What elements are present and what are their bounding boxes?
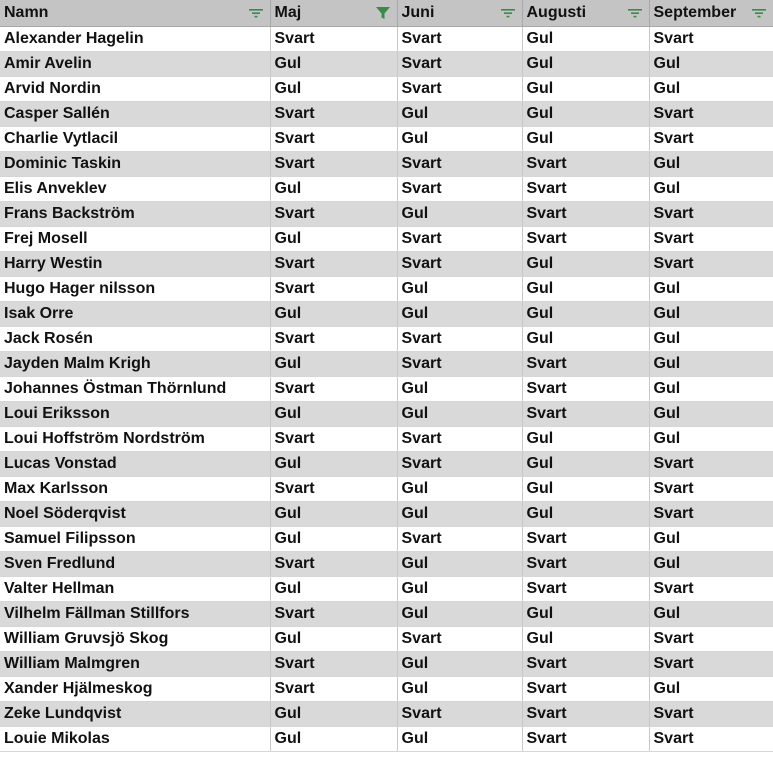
name-cell[interactable]: Amir Avelin xyxy=(0,51,270,76)
name-cell[interactable]: Dominic Taskin xyxy=(0,151,270,176)
value-cell-juni[interactable]: Gul xyxy=(397,501,522,526)
name-cell[interactable]: Harry Westin xyxy=(0,251,270,276)
name-cell[interactable]: Elis Anveklev xyxy=(0,176,270,201)
name-cell[interactable]: Jack Rosén xyxy=(0,326,270,351)
value-cell-maj[interactable]: Gul xyxy=(270,351,397,376)
value-cell-augusti[interactable]: Svart xyxy=(522,226,649,251)
value-cell-juni[interactable]: Gul xyxy=(397,601,522,626)
name-cell[interactable]: Casper Sallén xyxy=(0,101,270,126)
filter-active-icon[interactable] xyxy=(375,6,391,20)
value-cell-augusti[interactable]: Gul xyxy=(522,126,649,151)
value-cell-maj[interactable]: Svart xyxy=(270,426,397,451)
value-cell-september[interactable]: Gul xyxy=(649,676,773,701)
value-cell-maj[interactable]: Gul xyxy=(270,176,397,201)
table-row xyxy=(0,451,773,476)
column-header-label: September xyxy=(653,3,737,21)
value-cell-augusti[interactable]: Gul xyxy=(522,476,649,501)
value-cell-maj[interactable]: Svart xyxy=(270,476,397,501)
value-cell-augusti[interactable]: Gul xyxy=(522,51,649,76)
name-cell[interactable]: Noel Söderqvist xyxy=(0,501,270,526)
value-cell-juni[interactable]: Svart xyxy=(397,151,522,176)
value-cell-maj[interactable]: Gul xyxy=(270,401,397,426)
table-row xyxy=(0,76,773,101)
table-row xyxy=(0,351,773,376)
table-row xyxy=(0,676,773,701)
table-row xyxy=(0,501,773,526)
value-cell-maj[interactable]: Gul xyxy=(270,51,397,76)
value-cell-maj[interactable]: Gul xyxy=(270,76,397,101)
column-header-juni[interactable] xyxy=(397,0,522,26)
table-row xyxy=(0,551,773,576)
value-cell-september[interactable]: Svart xyxy=(649,101,773,126)
value-cell-september[interactable]: Svart xyxy=(649,576,773,601)
name-cell[interactable]: Max Karlsson xyxy=(0,476,270,501)
name-cell[interactable]: Xander Hjälmeskog xyxy=(0,676,270,701)
table-row xyxy=(0,401,773,426)
table-row xyxy=(0,301,773,326)
value-cell-maj[interactable]: Gul xyxy=(270,526,397,551)
value-cell-september[interactable]: Svart xyxy=(649,26,773,51)
name-cell[interactable]: Vilhelm Fällman Stillfors xyxy=(0,601,270,626)
value-cell-augusti[interactable]: Gul xyxy=(522,101,649,126)
value-cell-juni[interactable]: Gul xyxy=(397,551,522,576)
table-row xyxy=(0,201,773,226)
value-cell-augusti[interactable]: Svart xyxy=(522,576,649,601)
table-row xyxy=(0,601,773,626)
value-cell-september[interactable]: Svart xyxy=(649,626,773,651)
table-row xyxy=(0,326,773,351)
value-cell-juni[interactable]: Gul xyxy=(397,276,522,301)
filter-icon[interactable] xyxy=(751,6,767,20)
table-row xyxy=(0,426,773,451)
value-cell-maj[interactable]: Svart xyxy=(270,551,397,576)
value-cell-juni[interactable]: Svart xyxy=(397,251,522,276)
name-cell[interactable]: Loui Hoffström Nordström xyxy=(0,426,270,451)
table-row xyxy=(0,26,773,51)
value-cell-maj[interactable]: Gul xyxy=(270,576,397,601)
value-cell-augusti[interactable]: Svart xyxy=(522,151,649,176)
header-row-group xyxy=(0,0,773,26)
table-row xyxy=(0,476,773,501)
value-cell-augusti[interactable]: Svart xyxy=(522,201,649,226)
name-cell[interactable]: Loui Eriksson xyxy=(0,401,270,426)
value-cell-augusti[interactable]: Gul xyxy=(522,501,649,526)
value-cell-september[interactable]: Gul xyxy=(649,401,773,426)
value-cell-augusti[interactable]: Svart xyxy=(522,351,649,376)
value-cell-maj[interactable]: Svart xyxy=(270,251,397,276)
name-cell[interactable]: Frans Backström xyxy=(0,201,270,226)
table-row xyxy=(0,526,773,551)
value-cell-juni[interactable]: Svart xyxy=(397,526,522,551)
value-cell-maj[interactable]: Svart xyxy=(270,126,397,151)
value-cell-september[interactable]: Svart xyxy=(649,251,773,276)
value-cell-juni[interactable]: Svart xyxy=(397,351,522,376)
name-cell[interactable]: Johannes Östman Thörnlund xyxy=(0,376,270,401)
value-cell-september[interactable]: Gul xyxy=(649,151,773,176)
value-cell-juni[interactable]: Svart xyxy=(397,226,522,251)
value-cell-juni[interactable]: Gul xyxy=(397,401,522,426)
value-cell-september[interactable]: Gul xyxy=(649,376,773,401)
value-cell-juni[interactable]: Gul xyxy=(397,651,522,676)
value-cell-september[interactable]: Gul xyxy=(649,176,773,201)
table-row xyxy=(0,101,773,126)
name-cell[interactable]: Alexander Hagelin xyxy=(0,26,270,51)
value-cell-juni[interactable]: Gul xyxy=(397,726,522,751)
filter-icon[interactable] xyxy=(500,6,516,20)
value-cell-augusti[interactable]: Gul xyxy=(522,251,649,276)
name-cell[interactable]: Hugo Hager nilsson xyxy=(0,276,270,301)
value-cell-maj[interactable]: Gul xyxy=(270,226,397,251)
name-cell[interactable]: Arvid Nordin xyxy=(0,76,270,101)
value-cell-juni[interactable]: Gul xyxy=(397,476,522,501)
filter-icon[interactable] xyxy=(627,6,643,20)
value-cell-augusti[interactable]: Gul xyxy=(522,601,649,626)
table-row xyxy=(0,576,773,601)
value-cell-juni[interactable]: Svart xyxy=(397,426,522,451)
value-cell-september[interactable]: Svart xyxy=(649,126,773,151)
value-cell-maj[interactable]: Svart xyxy=(270,601,397,626)
value-cell-september[interactable]: Gul xyxy=(649,551,773,576)
value-cell-augusti[interactable]: Svart xyxy=(522,651,649,676)
value-cell-maj[interactable]: Svart xyxy=(270,376,397,401)
value-cell-september[interactable]: Gul xyxy=(649,326,773,351)
name-cell[interactable]: Isak Orre xyxy=(0,301,270,326)
name-cell[interactable]: Charlie Vytlacil xyxy=(0,126,270,151)
name-cell[interactable]: Louie Mikolas xyxy=(0,726,270,751)
name-cell[interactable]: Zeke Lundqvist xyxy=(0,701,270,726)
value-cell-juni[interactable]: Gul xyxy=(397,201,522,226)
value-cell-augusti[interactable]: Svart xyxy=(522,701,649,726)
value-cell-augusti[interactable]: Gul xyxy=(522,301,649,326)
value-cell-augusti[interactable]: Svart xyxy=(522,551,649,576)
value-cell-maj[interactable]: Svart xyxy=(270,676,397,701)
value-cell-september[interactable]: Svart xyxy=(649,226,773,251)
header-row xyxy=(0,0,773,26)
value-cell-september[interactable]: Gul xyxy=(649,351,773,376)
name-cell[interactable]: Lucas Vonstad xyxy=(0,451,270,476)
table-row xyxy=(0,151,773,176)
value-cell-augusti[interactable]: Svart xyxy=(522,526,649,551)
value-cell-september[interactable]: Svart xyxy=(649,201,773,226)
value-cell-juni[interactable]: Gul xyxy=(397,376,522,401)
value-cell-juni[interactable]: Svart xyxy=(397,326,522,351)
value-cell-augusti[interactable]: Svart xyxy=(522,676,649,701)
value-cell-maj[interactable]: Svart xyxy=(270,201,397,226)
value-cell-september[interactable]: Gul xyxy=(649,601,773,626)
value-cell-augusti[interactable]: Gul xyxy=(522,451,649,476)
value-cell-maj[interactable]: Svart xyxy=(270,276,397,301)
value-cell-september[interactable]: Svart xyxy=(649,451,773,476)
value-cell-september[interactable]: Svart xyxy=(649,476,773,501)
table-row xyxy=(0,176,773,201)
table-body xyxy=(0,26,773,751)
value-cell-maj[interactable]: Gul xyxy=(270,726,397,751)
table-row xyxy=(0,251,773,276)
value-cell-maj[interactable]: Gul xyxy=(270,501,397,526)
value-cell-juni[interactable]: Svart xyxy=(397,701,522,726)
value-cell-september[interactable]: Svart xyxy=(649,651,773,676)
value-cell-augusti[interactable]: Gul xyxy=(522,76,649,101)
value-cell-juni[interactable]: Gul xyxy=(397,676,522,701)
value-cell-september[interactable]: Gul xyxy=(649,301,773,326)
value-cell-juni[interactable]: Svart xyxy=(397,176,522,201)
table-row xyxy=(0,651,773,676)
value-cell-september[interactable]: Gul xyxy=(649,276,773,301)
value-cell-juni[interactable]: Gul xyxy=(397,101,522,126)
column-header-augusti[interactable] xyxy=(522,0,649,26)
value-cell-maj[interactable]: Svart xyxy=(270,101,397,126)
table-row xyxy=(0,226,773,251)
value-cell-september[interactable]: Gul xyxy=(649,51,773,76)
value-cell-juni[interactable]: Svart xyxy=(397,626,522,651)
value-cell-september[interactable]: Gul xyxy=(649,526,773,551)
column-header-label: Augusti xyxy=(526,3,587,21)
value-cell-maj[interactable]: Svart xyxy=(270,151,397,176)
value-cell-maj[interactable]: Svart xyxy=(270,326,397,351)
value-cell-september[interactable]: Svart xyxy=(649,501,773,526)
value-cell-augusti[interactable]: Gul xyxy=(522,326,649,351)
value-cell-augusti[interactable]: Svart xyxy=(522,376,649,401)
value-cell-augusti[interactable]: Svart xyxy=(522,176,649,201)
value-cell-augusti[interactable]: Svart xyxy=(522,401,649,426)
filter-icon[interactable] xyxy=(248,6,264,20)
value-cell-augusti[interactable]: Gul xyxy=(522,426,649,451)
name-cell[interactable]: William Gruvsjö Skog xyxy=(0,626,270,651)
value-cell-augusti[interactable]: Svart xyxy=(522,726,649,751)
value-cell-maj[interactable]: Svart xyxy=(270,26,397,51)
name-cell[interactable]: Frej Mosell xyxy=(0,226,270,251)
table-row xyxy=(0,726,773,751)
column-header-maj[interactable] xyxy=(270,0,397,26)
table-row xyxy=(0,626,773,651)
table-row xyxy=(0,376,773,401)
table-row xyxy=(0,701,773,726)
value-cell-september[interactable]: Svart xyxy=(649,726,773,751)
value-cell-september[interactable]: Gul xyxy=(649,76,773,101)
column-header-label: Namn xyxy=(4,3,49,21)
name-cell[interactable]: Samuel Filipsson xyxy=(0,526,270,551)
name-cell[interactable]: Jayden Malm Krigh xyxy=(0,351,270,376)
value-cell-maj[interactable]: Gul xyxy=(270,451,397,476)
value-cell-augusti[interactable]: Gul xyxy=(522,276,649,301)
name-cell[interactable]: Sven Fredlund xyxy=(0,551,270,576)
value-cell-september[interactable]: Svart xyxy=(649,701,773,726)
column-header-namn[interactable] xyxy=(0,0,270,26)
name-cell[interactable]: William Malmgren xyxy=(0,651,270,676)
value-cell-maj[interactable]: Gul xyxy=(270,301,397,326)
value-cell-maj[interactable]: Gul xyxy=(270,626,397,651)
value-cell-juni[interactable]: Svart xyxy=(397,451,522,476)
value-cell-maj[interactable]: Svart xyxy=(270,651,397,676)
table-row xyxy=(0,126,773,151)
value-cell-juni[interactable]: Gul xyxy=(397,126,522,151)
column-header-label: Juni xyxy=(401,3,435,21)
value-cell-augusti[interactable]: Gul xyxy=(522,626,649,651)
name-cell[interactable]: Valter Hellman xyxy=(0,576,270,601)
column-header-september[interactable] xyxy=(649,0,773,26)
value-cell-september[interactable]: Gul xyxy=(649,426,773,451)
table-row xyxy=(0,276,773,301)
value-cell-juni[interactable]: Svart xyxy=(397,51,522,76)
column-header-label: Maj xyxy=(274,3,302,21)
value-cell-juni[interactable]: Gul xyxy=(397,576,522,601)
value-cell-juni[interactable]: Svart xyxy=(397,76,522,101)
value-cell-juni[interactable]: Gul xyxy=(397,301,522,326)
value-cell-maj[interactable]: Gul xyxy=(270,701,397,726)
table-row xyxy=(0,51,773,76)
value-cell-juni[interactable]: Svart xyxy=(397,26,522,51)
value-cell-augusti[interactable]: Gul xyxy=(522,26,649,51)
